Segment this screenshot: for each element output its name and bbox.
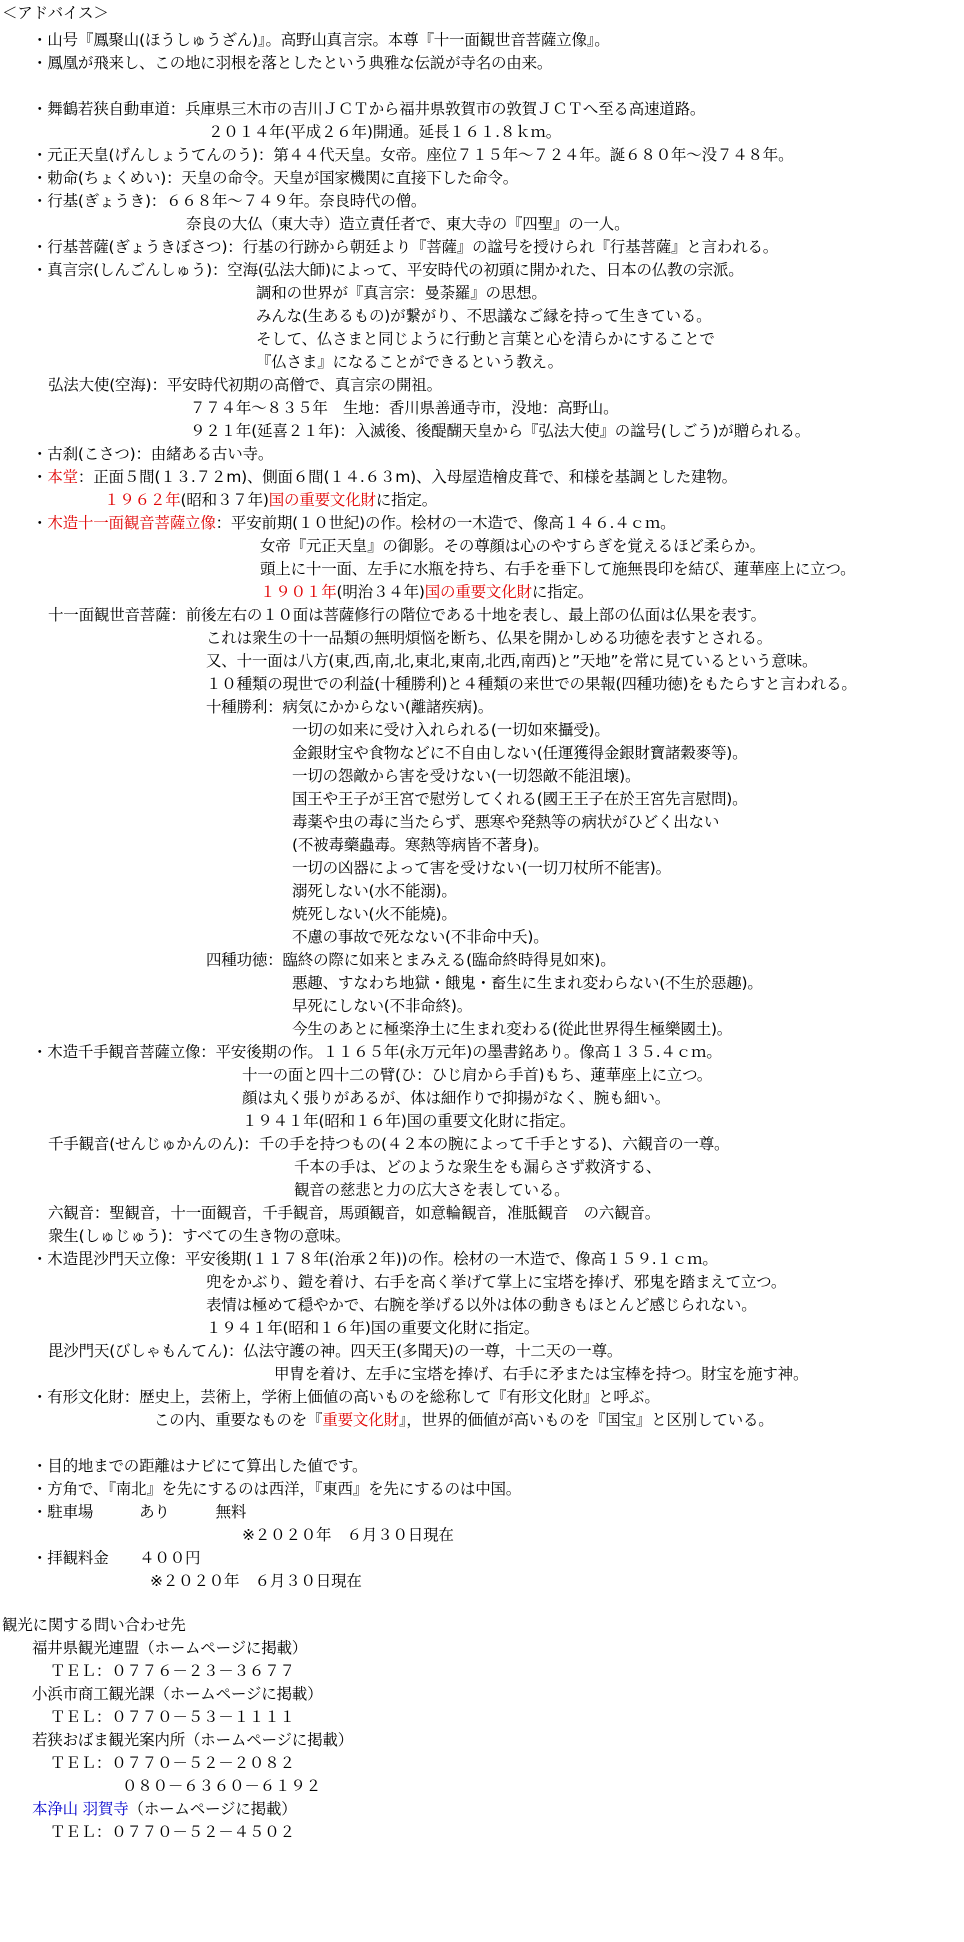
text-segment: ・有形文化財：歴史上，芸術上，学術上価値の高いものを総称して『有形文化財』と呼ぶ。 [32,1388,660,1406]
text-line [48,374,442,396]
text-segment: 小浜市商工観光課（ホームページに掲載） [32,1685,323,1703]
text-segment: ・ [32,468,48,486]
text-line [154,1409,774,1431]
text-line [242,1110,575,1132]
text-line [206,673,857,695]
text-line [104,489,437,511]
text-segment: 表情は極めて穏やかで、右腕を挙げる以外は体の動きもほとんど感じられない。 [206,1296,757,1314]
text-segment: そして、仏さまと同じように行動と言葉と心を清らかにすることで [256,330,715,348]
text-segment: ・駐車場 あり 無料 [32,1503,247,1521]
text-line [32,466,737,488]
text-line [242,1064,712,1086]
text-line [32,512,675,534]
text-segment: ・古刹(こさつ)：由緒ある古い寺。 [32,445,274,463]
text-line [32,1547,200,1569]
text-segment: 観音の慈悲と力の広大さを表している。 [294,1181,570,1199]
text-segment: 十一面観世音菩薩：前後左右の１０面は菩薩修行の階位である十地を表し、最上部の仏面は仏果を表す。 [48,606,766,624]
highlight-text: 国の重要文化財 [424,583,532,601]
text-segment: ・ [32,514,48,532]
text-line [122,1775,321,1797]
text-segment: １０種類の現世での利益(十種勝利)と４種類の来世での果報(四種功徳)をもたらすと言われる。 [206,675,857,693]
text-segment: 毘沙門天(びしゃもんてん)：仏法守護の神。四天王(多聞天)の一尊，十二天の一尊。 [48,1342,623,1360]
text-segment: 又、十一面は八方(東,西,南,北,東北,東南,北西,南西)と”天地”を常に見ているという意味。 [206,652,818,670]
text-line [48,604,766,626]
text-segment: ・真言宗(しんごんしゅう)：空海(弘法大師)によって、平安時代の初頭に開かれた、日本の仏教の宗派。 [32,261,744,279]
text-segment: 女帝『元正天皇』の御影。その尊顔は心のやすらぎを覚えるほど柔らか。 [260,537,765,555]
text-line [32,443,273,465]
text-line [32,259,744,281]
text-line [150,1570,362,1592]
text-line [242,1087,670,1109]
text-line [292,926,549,948]
text-segment: 四種功徳：臨終の際に如来とまみえる(臨命終時得見如來)。 [206,951,616,969]
text-segment: 観光に関する問い合わせ先 [2,1616,186,1634]
text-line [32,1248,718,1270]
text-line [256,305,711,327]
text-segment: 一切の如来に受け入れられる(一切如來攝受)。 [292,721,610,739]
highlight-text: １９０１年 [260,583,337,601]
text-segment: 福井県観光連盟（ホームページに掲載） [32,1639,308,1657]
text-segment: ・舞鶴若狭自動車道：兵庫県三木市の吉川ＪＣＴから福井県敦賀市の敦賀ＪＣＴへ至る高速道路。 [32,100,706,118]
text-line [256,282,547,304]
text-segment: ＴＥＬ：０７７０－５３－１１１１ [50,1708,295,1726]
text-line [32,167,518,189]
text-segment: ・木造毘沙門天立像：平安後期(１１７８年(治承２年))の作。桧材の一木造で、像高１５９.１ｃｍ。 [32,1250,718,1268]
text-segment: １９４１年(昭和１６年)国の重要文化財に指定。 [206,1319,539,1337]
text-line [292,788,747,810]
text-segment: ＜アドバイス＞ [2,4,109,22]
text-line [242,1524,454,1546]
text-line [260,558,855,580]
text-segment: ：正面５間(１３.７２m)、側面６間(１４.６３m)、入母屋造檜皮葺で、和様を基調とした建物。 [77,468,737,486]
text-segment: (明治３４年) [336,583,425,601]
text-segment: に指定。 [531,583,594,601]
text-line [292,742,747,764]
text-segment: 若狭おばま観光案内所（ホームページに掲載） [32,1731,353,1749]
text-line [50,1821,295,1843]
text-line [292,834,549,856]
text-segment: ＴＥＬ：０７７６－２３－３６７７ [50,1662,295,1680]
text-line [206,1271,786,1293]
text-line [292,765,640,787]
text-segment: ＴＥＬ：０７７０－５２－４５０２ [50,1823,295,1841]
text-segment: 不慮の事故で死なない(不非命中夭)。 [292,928,549,946]
text-segment: (不被毒藥蟲毒。寒熱等病皆不著身)。 [292,836,549,854]
text-line [32,1455,367,1477]
text-line [50,1660,295,1682]
text-line [32,1041,722,1063]
text-line [292,719,610,741]
text-line [186,213,629,235]
highlight-text: 本堂 [47,468,78,486]
text-segment: ・山号『鳳聚山(ほうしゅうざん)』。高野山真言宗。本尊『十一面観世音菩薩立像』。 [32,31,610,49]
text-segment: ・木造千手観音菩薩立像：平安後期の作。１１６５年(永万元年)の墨書銘あり。像高１３５.４ｃｍ。 [32,1043,722,1061]
highlight-text: 木造十一面観音菩薩立像 [47,514,216,532]
text-segment: １９４１年(昭和１６年)国の重要文化財に指定。 [242,1112,575,1130]
text-line [32,1386,660,1408]
text-segment: 十一の面と四十二の臂(ひ：ひじ肩から手首)もち、蓮華座上に立つ。 [242,1066,713,1084]
text-line [32,29,610,51]
text-line [292,1018,732,1040]
text-segment: ・行基菩薩(ぎょうきぼさつ)：行基の行跡から朝廷より『菩薩』の諡号を授けられ『行基菩薩』と言われる。 [32,238,779,256]
text-segment: 今生のあとに極楽浄土に生まれ変わる(從此世界得生極樂國土)。 [292,1020,733,1038]
text-segment: 千本の手は、どのような衆生をも漏らさず救済する、 [294,1158,662,1176]
text-line [48,1225,350,1247]
text-segment: ・勅命(ちょくめい)：天皇の命令。天皇が国家機関に直接下した命令。 [32,169,518,187]
text-segment: 焼死しない(火不能燒)。 [292,905,457,923]
text-segment: 奈良の大仏（東大寺）造立責任者で、東大寺の『四聖』の一人。 [186,215,630,233]
text-segment: みんな(生あるもの)が繋がり、不思議なご縁を持って生きている。 [256,307,712,325]
text-line [206,1317,539,1339]
text-line [206,627,772,649]
text-line [48,1340,622,1362]
text-segment: に指定。 [375,491,438,509]
text-line [256,351,563,373]
text-line [292,903,457,925]
text-segment: ・鳳凰が飛来し、この地に羽根を落としたという典雅な伝説が寺名の由来。 [32,54,553,72]
text-segment: 』，世界的価値が高いものを『国宝』と区別している。 [398,1411,774,1429]
text-segment: 早死にしない(不非命終)。 [292,997,472,1015]
text-segment: 一切の凶器によって害を受けない(一切刀杖所不能害)。 [292,859,671,877]
text-segment: ２０１４年(平成２６年)開通。延長１６１.８ｋｍ。 [208,123,562,141]
text-segment: 十種勝利：病気にかからない(離諸疾病)。 [206,698,494,716]
text-segment: 兜をかぶり、鎧を着け、右手を高く挙げて掌上に宝塔を捧げ、邪鬼を踏まえて立つ。 [206,1273,787,1291]
text-segment: ：平安前期(１０世紀)の作。桧材の一木造で、像高１４６.４ｃｍ。 [215,514,676,532]
text-segment: ※２０２０年 ６月３０日現在 [150,1572,362,1590]
text-segment: (昭和３７年) [180,491,269,509]
text-line [32,190,426,212]
text-segment: 国王や王子が王宮で慰労してくれる(國王王子在於王宮先言慰問)。 [292,790,748,808]
text-segment: 金銀財宝や食物などに不自由しない(任運獲得金銀財寶諸穀麥等)。 [292,744,748,762]
text-line [292,972,763,994]
text-segment: 顔は丸く張りがあるが、体は細作りで抑揚がなく、腕も細い。 [242,1089,671,1107]
text-segment: 一切の怨敵から害を受けない(一切怨敵不能沮壞)。 [292,767,641,785]
text-line [190,397,618,419]
text-segment: 溺死しない(水不能溺)。 [292,882,457,900]
text-segment: 六観音：聖観音，十一面観音，千手観音，馬頭観音，如意輪観音，准胝観音 の六観音。 [48,1204,661,1222]
text-segment: ※２０２０年 ６月３０日現在 [242,1526,454,1544]
text-segment: 衆生(しゅじゅう)：すべての生き物の意味。 [48,1227,351,1245]
text-segment: ・元正天皇(げんしょうてんのう)：第４４代天皇。女帝。座位７１５年～７２４年。誕６８０年～没７４８年。 [32,146,794,164]
text-line [292,857,671,879]
text-line [32,52,552,74]
text-line [32,1729,353,1751]
text-segment: ・目的地までの距離はナビにて算出した値です。 [32,1457,368,1475]
text-line [292,811,719,833]
text-segment: 甲冑を着け、左手に宝塔を捧げ、右手に矛または宝棒を持つ。財宝を施す神。 [274,1365,809,1383]
highlight-text: 国の重要文化財 [268,491,376,509]
text-segment: ０８０－６３６０－６１９２ [122,1777,321,1795]
text-segment: この内、重要なものを『 [154,1411,323,1429]
text-line [50,1706,295,1728]
text-line [206,650,817,672]
text-line [32,98,705,120]
text-line [32,1501,246,1523]
text-segment: ９２１年(延喜２１年)：入滅後、後醍醐天皇から『弘法大使』の諡号(しごう)が贈られる。 [190,422,811,440]
link-text[interactable]: 本浄山 羽賀寺 [32,1800,129,1818]
text-segment: 弘法大使(空海)：平安時代初期の高僧で、真言宗の開祖。 [48,376,442,394]
text-line [32,1798,297,1820]
text-line [206,1294,757,1316]
text-segment: ＴＥＬ：０７７０－５２－２０８２ [50,1754,295,1772]
text-line [48,1133,729,1155]
text-line [32,236,778,258]
text-segment: ・方角で、『南北』を先にするのは西洋，『東西』を先にするのは中国。 [32,1480,522,1498]
text-line [292,880,457,902]
text-line [260,535,765,557]
text-segment: これは衆生の十一品類の無明煩悩を断ち、仏果を開かしめる功徳を表すとされる。 [206,629,773,647]
text-line [50,1752,295,1774]
text-line [294,1156,661,1178]
text-line [190,420,810,442]
text-line [48,1202,660,1224]
text-line [32,1637,307,1659]
text-line [292,995,472,1017]
text-segment: 頭上に十一面、左手に水瓶を持ち、右手を垂下して施無畏印を結び、蓮華座上に立つ。 [260,560,856,578]
text-segment: 『仏さま』になることができるという教え。 [256,353,563,371]
text-segment: 調和の世界が『真言宗：曼荼羅』の思想。 [256,284,547,302]
text-line [2,1614,186,1636]
text-line [208,121,561,143]
text-segment: 悪趣、すなわち地獄・餓鬼・畜生に生まれ変わらない(不生於惡趣)。 [292,974,763,992]
text-line [32,1683,322,1705]
text-segment: 毒薬や虫の毒に当たらず、悪寒や発熱等の病状がひどく出ない [292,813,720,831]
text-segment: ・行基(ぎょうき)：６６８年～７４９年。奈良時代の僧。 [32,192,427,210]
text-segment: （ホームページに掲載） [128,1800,297,1818]
text-line [256,328,715,350]
text-line [274,1363,808,1385]
text-line [260,581,593,603]
text-line [2,2,109,24]
text-line [206,696,493,718]
text-line [32,144,793,166]
text-segment: ・拝観料金 ４００円 [32,1549,201,1567]
highlight-text: 重要文化財 [322,1411,399,1429]
highlight-text: １９６２年 [104,491,181,509]
text-segment: ７７４年～８３５年 生地：香川県善通寺市，没地：高野山。 [190,399,619,417]
text-segment: 千手観音(せんじゅかんのん)：千の手を持つもの(４２本の腕によって千手とする)、六観音の一尊。 [48,1135,730,1153]
text-line [294,1179,569,1201]
text-line [206,949,616,971]
text-line [32,1478,521,1500]
